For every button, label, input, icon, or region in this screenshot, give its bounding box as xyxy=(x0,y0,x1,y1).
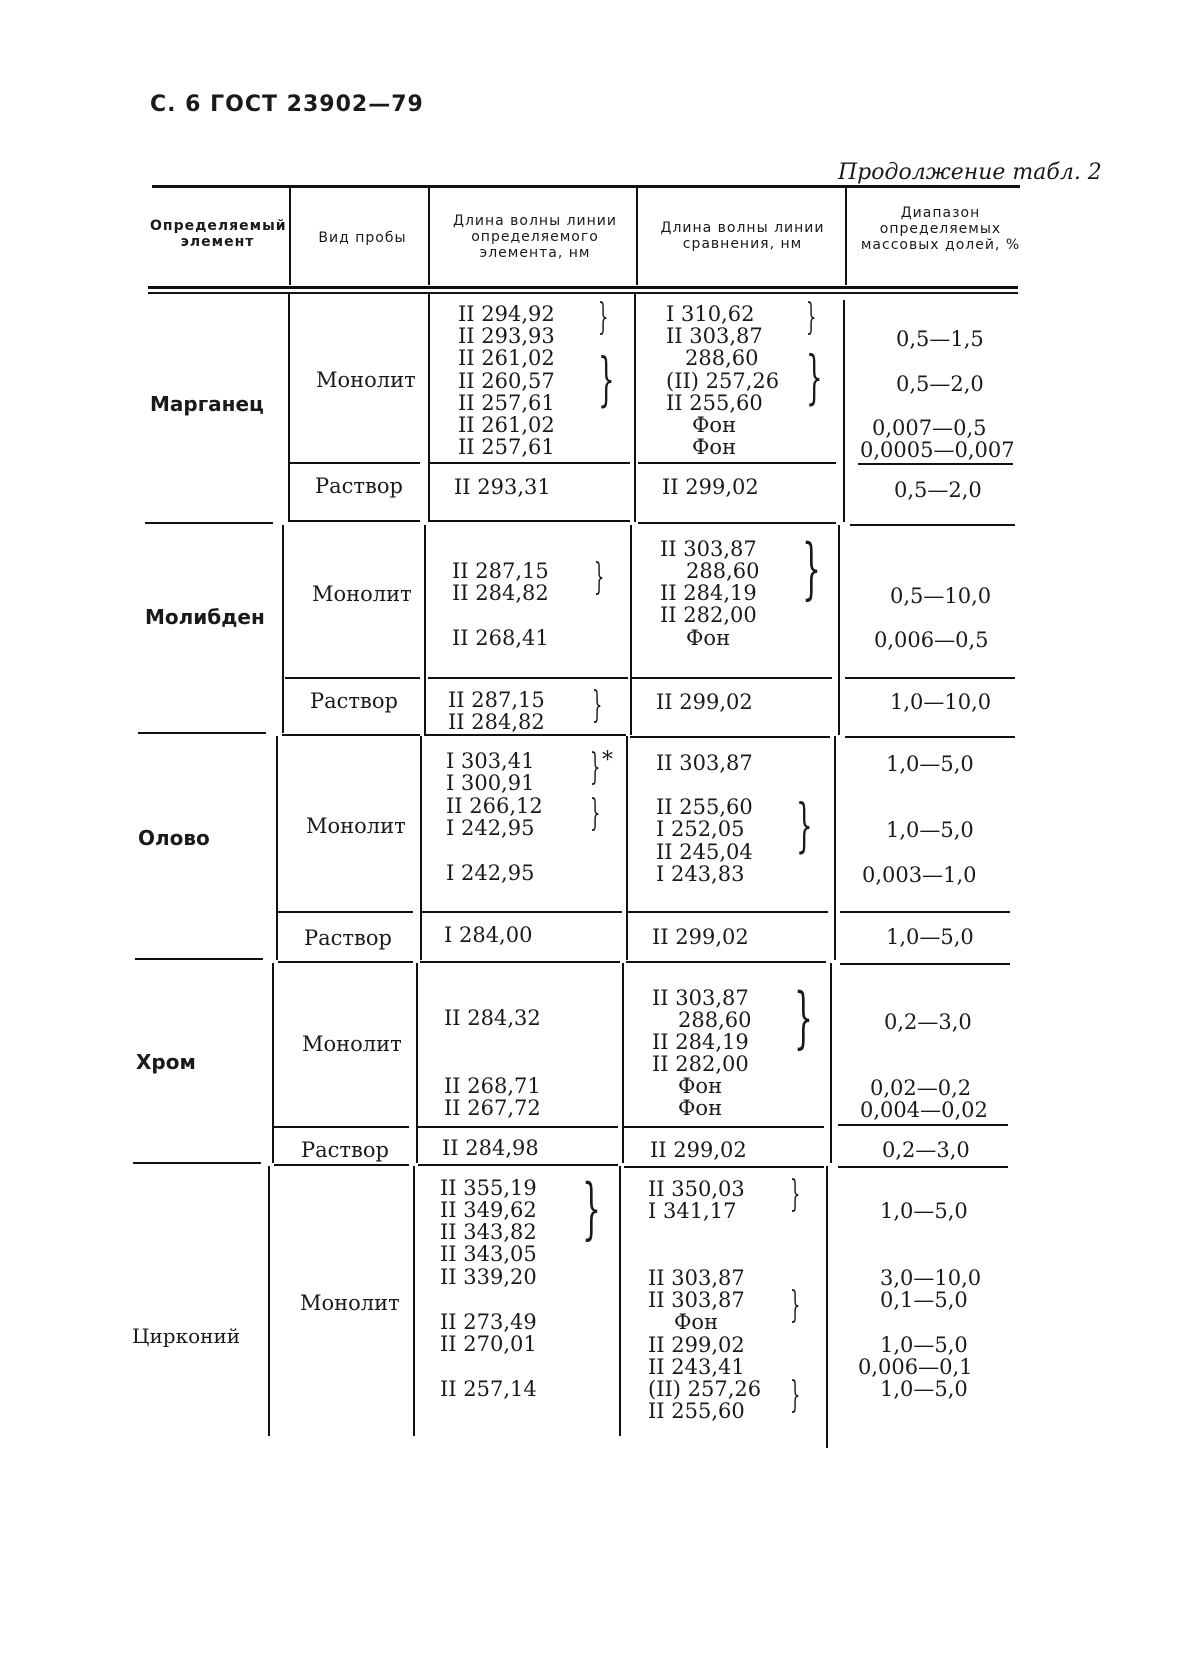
reference-line: Фон xyxy=(678,1096,723,1120)
range-value: 1,0—5,0 xyxy=(886,752,974,776)
reference-line: I 341,17 xyxy=(648,1199,737,1223)
range-value: 1,0—5,0 xyxy=(886,925,974,949)
row-rule xyxy=(845,677,1015,679)
row-rule xyxy=(428,677,628,679)
reference-line: II 299,02 xyxy=(656,690,753,714)
group-rule xyxy=(845,736,1015,738)
row-rule xyxy=(274,1126,409,1128)
brace: } xyxy=(802,530,821,607)
analyte-line: II 287,15 xyxy=(448,688,545,712)
reference-line: (II) 257,26 xyxy=(648,1377,762,1401)
analyte-line: II 268,41 xyxy=(452,626,549,650)
analyte-line: II 284,82 xyxy=(448,710,545,734)
analyte-line: I 242,95 xyxy=(446,816,535,840)
reference-line: II 282,00 xyxy=(660,603,757,627)
analyte-line: II 355,19 xyxy=(440,1176,537,1200)
analyte-line: I 303,41 xyxy=(446,749,535,773)
element-name: Хром xyxy=(136,1050,196,1074)
row-rule xyxy=(624,1126,824,1128)
reference-line: II 284,19 xyxy=(652,1030,749,1054)
analyte-line: II 343,05 xyxy=(440,1242,537,1266)
reference-line: I 243,83 xyxy=(656,862,745,886)
analyte-line: II 287,15 xyxy=(452,559,549,583)
body-divider-sample-left xyxy=(288,292,290,522)
range-value: 0,006—0,1 xyxy=(858,1355,973,1379)
sample-type-monolith: Монолит xyxy=(316,368,416,392)
brace: } xyxy=(598,345,615,413)
sample-type-monolith: Монолит xyxy=(306,814,406,838)
row-rule xyxy=(285,677,420,679)
reference-line: II 303,87 xyxy=(656,751,753,775)
group-rule xyxy=(424,734,626,736)
group-rule xyxy=(282,734,420,736)
row-rule xyxy=(290,462,420,464)
row-rule xyxy=(840,911,1010,913)
brace: } xyxy=(796,791,813,859)
header-divider xyxy=(428,185,430,285)
group-rule xyxy=(838,1166,1008,1168)
range-value: 0,5—10,0 xyxy=(890,584,992,608)
reference-line: II 299,02 xyxy=(648,1333,745,1357)
analyte-line: II 339,20 xyxy=(440,1265,537,1289)
range-value: 0,006—0,5 xyxy=(874,628,989,652)
body-divider-analyte-left xyxy=(413,1166,415,1436)
row-rule xyxy=(838,1124,1008,1126)
row-rule xyxy=(858,463,1013,465)
brace: } xyxy=(794,979,813,1056)
analyte-line: II 257,61 xyxy=(458,435,555,459)
reference-line: II 243,41 xyxy=(648,1355,745,1379)
row-rule xyxy=(278,911,413,913)
analyte-line: II 257,61 xyxy=(458,391,555,415)
group-rule xyxy=(278,961,413,963)
analyte-line: II 261,02 xyxy=(458,346,555,370)
reference-line: 288,60 xyxy=(686,559,760,583)
analyte-line: II 267,72 xyxy=(444,1096,541,1120)
reference-line: Фон xyxy=(686,626,731,650)
body-divider-range-left xyxy=(838,525,840,735)
continuation-label: Продолжение табл. 2 xyxy=(838,160,1102,185)
asterisk-mark: * xyxy=(602,748,613,773)
body-divider-sample-left xyxy=(272,963,274,1163)
group-rule xyxy=(145,522,273,524)
group-rule xyxy=(418,1164,618,1166)
range-value: 0,5—2,0 xyxy=(896,372,984,396)
reference-line: I 252,05 xyxy=(656,817,745,841)
element-name: Молибден xyxy=(145,605,265,629)
range-value: 0,02—0,2 xyxy=(870,1076,972,1100)
group-rule xyxy=(638,522,836,524)
analyte-line: I 300,91 xyxy=(446,771,535,795)
range-value: 0,5—2,0 xyxy=(894,478,982,502)
brace: } xyxy=(582,1170,601,1247)
table-top-rule xyxy=(152,185,1020,188)
reference-line: Фон xyxy=(692,435,737,459)
group-rule xyxy=(626,961,826,963)
col-header-element: Определяемый элемент xyxy=(150,218,287,250)
reference-line: II 255,60 xyxy=(666,391,763,415)
header-bottom-rule-2 xyxy=(148,292,1018,294)
brace: } xyxy=(806,343,823,411)
body-divider-analyte-left xyxy=(428,292,430,522)
reference-line: II 245,04 xyxy=(656,840,753,864)
body-divider-analyte-left xyxy=(424,525,426,735)
group-rule xyxy=(430,520,630,522)
brace: } xyxy=(790,1375,801,1416)
reference-line: II 299,02 xyxy=(652,925,749,949)
reference-line: Фон xyxy=(692,413,737,437)
reference-line: Фон xyxy=(674,1310,719,1334)
reference-line: II 255,60 xyxy=(656,795,753,819)
analyte-line: II 266,12 xyxy=(446,794,543,818)
analyte-line: II 268,71 xyxy=(444,1074,541,1098)
range-value: 0,2—3,0 xyxy=(884,1010,972,1034)
body-divider-range-left xyxy=(843,300,845,522)
body-divider-sample-left xyxy=(276,736,278,960)
row-rule xyxy=(628,911,828,913)
reference-line: II 303,87 xyxy=(648,1288,745,1312)
header-divider xyxy=(636,185,638,285)
header-divider xyxy=(289,185,291,285)
element-name: Цирконий xyxy=(132,1324,241,1348)
reference-line: II 303,87 xyxy=(660,537,757,561)
analyte-line: II 273,49 xyxy=(440,1310,537,1334)
body-divider-range-left xyxy=(826,1166,828,1448)
analyte-line: I 284,00 xyxy=(444,923,533,947)
reference-line: II 284,19 xyxy=(660,581,757,605)
sample-type-solution: Раствор xyxy=(310,689,398,713)
body-divider-sample-left xyxy=(282,525,284,733)
analyte-line: II 284,82 xyxy=(452,581,549,605)
range-value: 0,003—1,0 xyxy=(862,863,977,887)
body-divider-sample-left xyxy=(268,1166,270,1436)
brace: } xyxy=(790,1174,801,1215)
row-rule xyxy=(422,911,622,913)
reference-line: 288,60 xyxy=(685,346,759,370)
body-divider-reference-left xyxy=(622,963,624,1163)
reference-line: Фон xyxy=(678,1074,723,1098)
brace: } xyxy=(594,557,605,598)
analyte-line: II 293,31 xyxy=(454,475,551,499)
reference-line: II 282,00 xyxy=(652,1052,749,1076)
body-divider-analyte-left xyxy=(416,963,418,1163)
range-value: 0,004—0,02 xyxy=(860,1098,988,1122)
reference-line: II 350,03 xyxy=(648,1177,745,1201)
reference-line: I 310,62 xyxy=(666,302,755,326)
body-divider-reference-left xyxy=(634,292,636,522)
analyte-line: II 284,32 xyxy=(444,1006,541,1030)
analyte-line: II 270,01 xyxy=(440,1332,537,1356)
row-rule xyxy=(638,462,836,464)
brace: } xyxy=(590,747,601,788)
range-value: 0,007—0,5 xyxy=(872,416,987,440)
analyte-line: II 261,02 xyxy=(458,413,555,437)
body-divider-analyte-left xyxy=(420,736,422,960)
sample-type-monolith: Монолит xyxy=(302,1032,402,1056)
sample-type-solution: Раствор xyxy=(301,1138,389,1162)
brace: } xyxy=(590,793,601,834)
range-value: 1,0—5,0 xyxy=(880,1199,968,1223)
page-header: С. 6 ГОСТ 23902—79 xyxy=(150,92,424,117)
col-header-range: Диапазон определяемых массовых долей, % xyxy=(860,205,1021,253)
analyte-line: II 260,57 xyxy=(458,369,555,393)
sample-type-monolith: Монолит xyxy=(300,1291,400,1315)
group-rule xyxy=(624,1166,824,1168)
body-divider-reference-left xyxy=(626,736,628,960)
group-rule xyxy=(133,1162,261,1164)
reference-line: II 303,87 xyxy=(648,1266,745,1290)
col-header-sample: Вид пробы xyxy=(318,230,407,246)
analyte-line: II 294,92 xyxy=(458,302,555,326)
range-value: 1,0—5,0 xyxy=(880,1333,968,1357)
body-divider-range-left xyxy=(830,963,832,1163)
reference-line: (II) 257,26 xyxy=(666,369,780,393)
group-rule xyxy=(138,732,266,734)
group-rule xyxy=(274,1164,409,1166)
brace: } xyxy=(592,685,603,726)
brace: } xyxy=(806,297,817,338)
sample-type-solution: Раствор xyxy=(304,926,392,950)
analyte-line: II 284,98 xyxy=(442,1136,539,1160)
analyte-line: I 242,95 xyxy=(446,861,535,885)
header-divider xyxy=(845,185,847,285)
col-header-wl-analyte: Длина волны линии определяемого элемента, нм xyxy=(453,213,617,261)
analyte-line: II 293,93 xyxy=(458,324,555,348)
brace: } xyxy=(598,297,609,338)
col-header-wl-reference: Длина волны линии сравнения, нм xyxy=(660,220,825,252)
group-rule xyxy=(850,524,1015,526)
range-value: 1,0—5,0 xyxy=(886,818,974,842)
range-value: 0,1—5,0 xyxy=(880,1288,968,1312)
group-rule xyxy=(420,961,620,963)
reference-line: II 299,02 xyxy=(662,475,759,499)
body-divider-reference-left xyxy=(619,1166,621,1436)
group-rule xyxy=(290,520,420,522)
row-rule xyxy=(430,462,630,464)
sample-type-solution: Раствор xyxy=(315,474,403,498)
group-rule xyxy=(840,963,1010,965)
element-name: Олово xyxy=(138,826,210,850)
sample-type-monolith: Монолит xyxy=(312,582,412,606)
row-rule xyxy=(632,677,832,679)
analyte-line: II 343,82 xyxy=(440,1220,537,1244)
row-rule xyxy=(418,1126,618,1128)
header-bottom-rule xyxy=(148,286,1018,289)
range-value: 3,0—10,0 xyxy=(880,1266,982,1290)
reference-line: II 299,02 xyxy=(650,1138,747,1162)
range-value: 0,0005—0,007 xyxy=(860,438,1015,462)
reference-line: 288,60 xyxy=(678,1008,752,1032)
analyte-line: II 257,14 xyxy=(440,1377,537,1401)
body-divider-reference-left xyxy=(630,525,632,735)
reference-line: II 303,87 xyxy=(652,986,749,1010)
group-rule xyxy=(135,958,263,960)
range-value: 1,0—5,0 xyxy=(880,1377,968,1401)
group-rule xyxy=(630,736,830,738)
element-name: Марганец xyxy=(150,392,264,416)
reference-line: II 303,87 xyxy=(666,324,763,348)
range-value: 0,2—3,0 xyxy=(882,1138,970,1162)
range-value: 0,5—1,5 xyxy=(896,327,984,351)
body-divider-range-left xyxy=(834,736,836,960)
range-value: 1,0—10,0 xyxy=(890,690,992,714)
brace: } xyxy=(790,1285,801,1326)
reference-line: II 255,60 xyxy=(648,1399,745,1423)
analyte-line: II 349,62 xyxy=(440,1198,537,1222)
